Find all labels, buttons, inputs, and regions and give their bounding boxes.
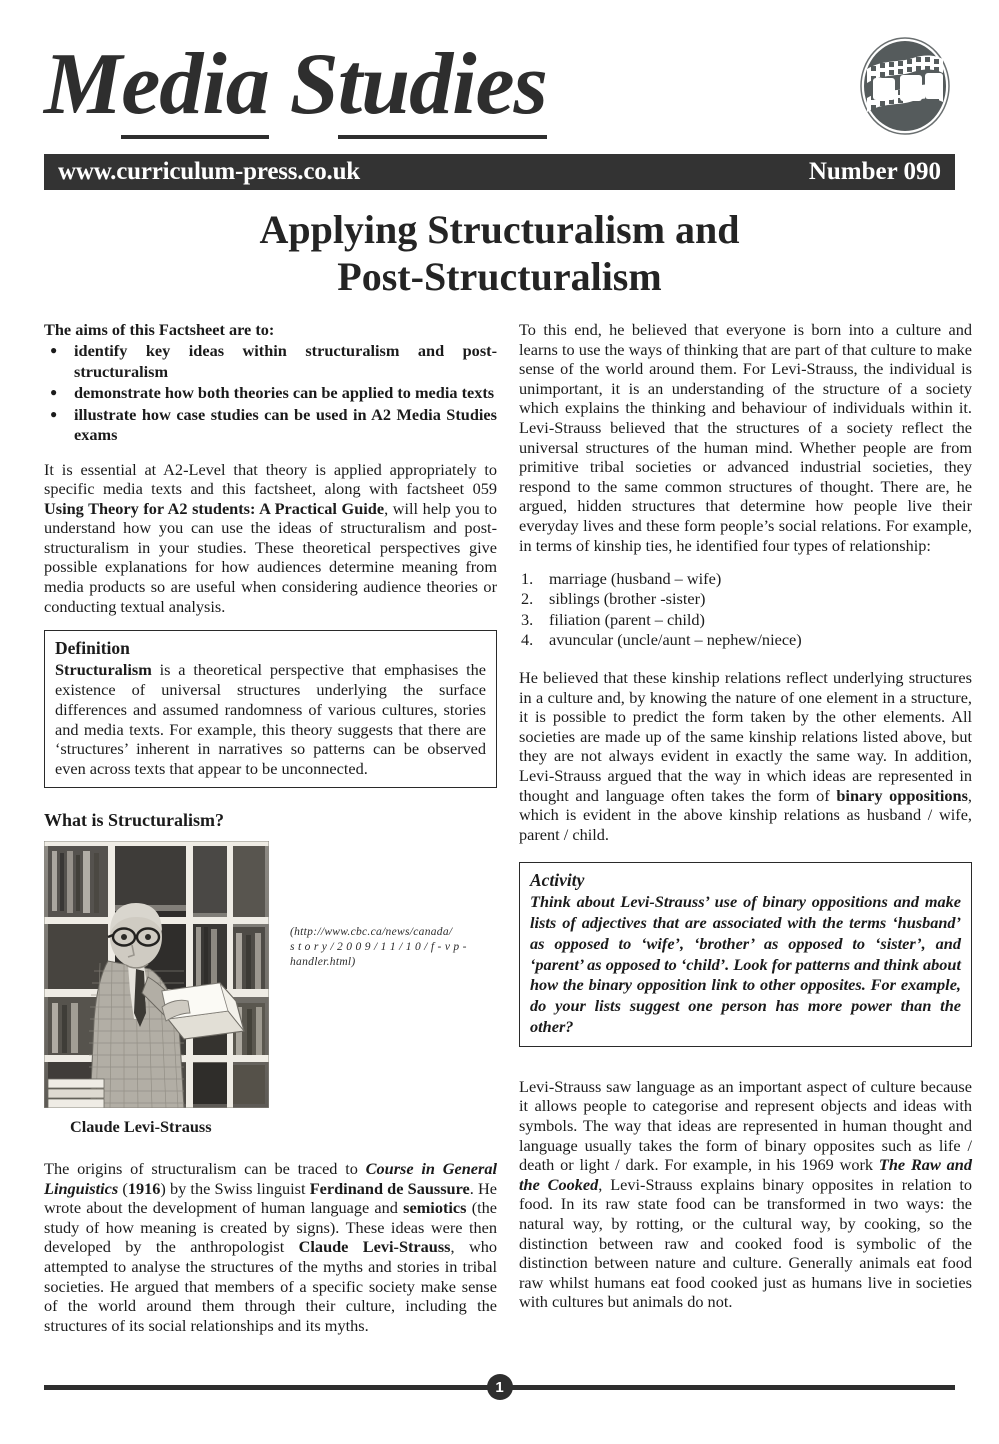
saussure-name: Ferdinand de Saussure [309, 1178, 470, 1198]
aims-list [44, 341, 497, 446]
aims-heading: The aims of this Factsheet are to: [44, 320, 275, 339]
figure-block [44, 841, 497, 1108]
levi-strauss-photo [44, 841, 269, 1108]
masthead-title [44, 30, 955, 140]
culture-paragraph: To this end, he believed that everyone is born into a culture and learns to use the ways of thinking that are part of that culture to make sense of the world around them. For Levi-Strauss, the individual is unimportant, it is an understanding of the structure of a society which explains the thinking and behaviour of individuals within it. Levi-Strauss believed that the structures of a society reflect the universal structures of the human mind. Whether people are from primitive tribal societies or advanced industrial societies, they respond to the same common structures of thought. There are, he argued, hidden structures that determine how people live their everyday lives and these form people’s social relations. For example, in terms of kinship ties, he identified four types of relationship: [519, 320, 972, 555]
right-column [519, 320, 972, 1349]
factsheet-059-title: Using Theory for A2 students: A Practical Guide [44, 498, 385, 518]
film-strip-logo-icon [859, 36, 951, 136]
language-paragraph [519, 1077, 972, 1312]
origins-text-f: , who attempted to analyse the structures of the myths and stories in tribal societies. He argued that members of a specific society make sense of the world around them through their culture, including the structures of its social relationships and its myths. [44, 1237, 497, 1335]
intro-text-b: , will help you to understand how you can use the ideas of structuralism and post-structuralism in your studies. These theoretical perspectives give possible explanations for how audiences determine meaning from media products so are useful when considering audience theories or conducting textual analysis. [44, 498, 498, 616]
definition-text: is a theoretical perspective that emphasises the existence of universal structures underlying the surface differences and assumed randomness of various cultures, stories and media texts. For example, this theory suggests that there are ‘structures’ inherent in narratives so patterns can be observed even across texts that appear to be unconnected. [55, 660, 486, 779]
site-bar [44, 154, 955, 190]
figure-caption: Claude Levi-Strauss [70, 1117, 212, 1137]
masthead-title-s: S [289, 36, 338, 133]
kinship-text-a: He believed that these kinship relations reflect underlying structures in a culture and, by knowing the nature of one element in a structure, it is possible to predict the form taken by the other elements. All societies are made up of the same kinship relations listed above, but they are not always evident in exactly the same way. In addition, Levi-Strauss argued that the way in which ideas are represented in thought and language often takes the form of [519, 667, 972, 805]
intro-paragraph [44, 460, 497, 617]
list-item: avuncular (uncle/aunt – nephew/niece) [549, 629, 802, 649]
page-title-line-2: Post-Structuralism [337, 254, 662, 299]
figure-credit-line-2: s t o r y / 2 0 0 9 / 1 1 / 1 0 / f - v p - [290, 941, 467, 954]
kinship-relationship-list [519, 569, 972, 650]
list-item: ● demonstrate how both theories can be applied to media texts [44, 383, 497, 404]
list-item: ● identify key ideas within structuralism and post-structuralism [44, 341, 497, 382]
semiotics-term: semiotics [403, 1198, 467, 1218]
page-title-line-1: Applying Structuralism and [259, 207, 740, 252]
definition-term: Structuralism [55, 660, 152, 680]
levi-strauss-name: Claude Levi-Strauss [298, 1237, 451, 1257]
kinship-text-b: , which is evident in the above kinship relations as husband / wife, parent / child. [519, 785, 972, 844]
list-item: filiation (parent – child) [549, 609, 705, 629]
masthead-title-tudies: tudies [338, 36, 547, 139]
origins-text-d: . He wrote about the development of human language and [44, 1178, 498, 1218]
masthead-title-space [269, 36, 290, 133]
origins-text-e: (the study of how meaning is created by signs). These ideas were then developed by the anthropologist [44, 1198, 498, 1257]
binary-oppositions-term: binary oppositions [836, 785, 968, 805]
course-in-general-linguistics-title: Course in General Linguistics [44, 1159, 497, 1198]
factsheet-number: Number 090 [808, 158, 941, 185]
masthead-title-edia: edia [121, 36, 269, 139]
definition-box-title: Definition [55, 638, 130, 659]
origins-paragraph [44, 1159, 497, 1335]
section-heading-what-is-structuralism: What is Structuralism? [44, 810, 224, 831]
kinship-structures-paragraph [519, 668, 972, 844]
figure-credit-line-1: (http://www.cbc.ca/news/canada/ [290, 926, 453, 939]
page-title [110, 206, 889, 300]
origins-text-b: ( [118, 1178, 128, 1198]
content-columns [44, 320, 972, 1349]
masthead-title-m: M [44, 36, 122, 133]
language-text-a: Levi-Strauss saw language as an important aspect of culture because it allows people to categorise and represent objects and ideas with symbols. The way that ideas are represented in human thought and language usually takes the form of binary opposites such as life / death or light / dark. For example, in his 1969 work [519, 1076, 972, 1175]
origins-year: 1916 [127, 1178, 161, 1198]
page-number: 1 [487, 1374, 513, 1400]
intro-text-a: It is essential at A2-Level that theory is applied appropriately to specific media texts and this factsheet, along with factsheet 059 [44, 459, 497, 499]
activity-box [519, 862, 972, 1047]
activity-box-title: Activity [530, 870, 585, 891]
language-text-b: , Levi-Strauss explains binary opposites in relation to food. In its raw state food can be transformed in two ways: the natural way, by rotting, or the cultural way, by cooking, so the distinction between raw and cooked food is symbolic of the distinction between nature and culture. Generally animals eat food raw whilst humans eat food cooked just as humans live in societies with cultures but animals do not. [519, 1174, 972, 1312]
activity-box-body: Think about Levi-Strauss’ use of binary oppositions and make lists of adjectives that are associated with the terms ‘husband’ as opposed to ‘wife’, ‘brother’ as opposed to ‘sister’, and ‘parent’ as opposed to ‘child’. Look for patterns and think about how the binary opposition link to other opposites. For example, do your lists suggest one person has more power than the other? [530, 892, 961, 1037]
definition-box [44, 630, 497, 788]
raw-and-cooked-title: The Raw and the Cooked [519, 1155, 972, 1194]
origins-text-a: The origins of structuralism can be traced to [44, 1159, 366, 1179]
list-item: siblings (brother -sister) [549, 589, 706, 609]
left-column [44, 320, 497, 1349]
figure-source-credit [290, 925, 495, 970]
page-footer [44, 1374, 955, 1400]
factsheet-page [0, 30, 999, 1444]
list-item: marriage (husband – wife) [549, 569, 722, 589]
masthead [44, 30, 955, 148]
list-item: ● illustrate how case studies can be used in A2 Media Studies exams [44, 405, 497, 446]
figure-credit-line-3: handler.html) [290, 956, 356, 969]
origins-text-c: ) by the Swiss linguist [160, 1178, 310, 1198]
website-url[interactable]: www.curriculum-press.co.uk [58, 158, 360, 185]
definition-box-body [55, 660, 486, 779]
